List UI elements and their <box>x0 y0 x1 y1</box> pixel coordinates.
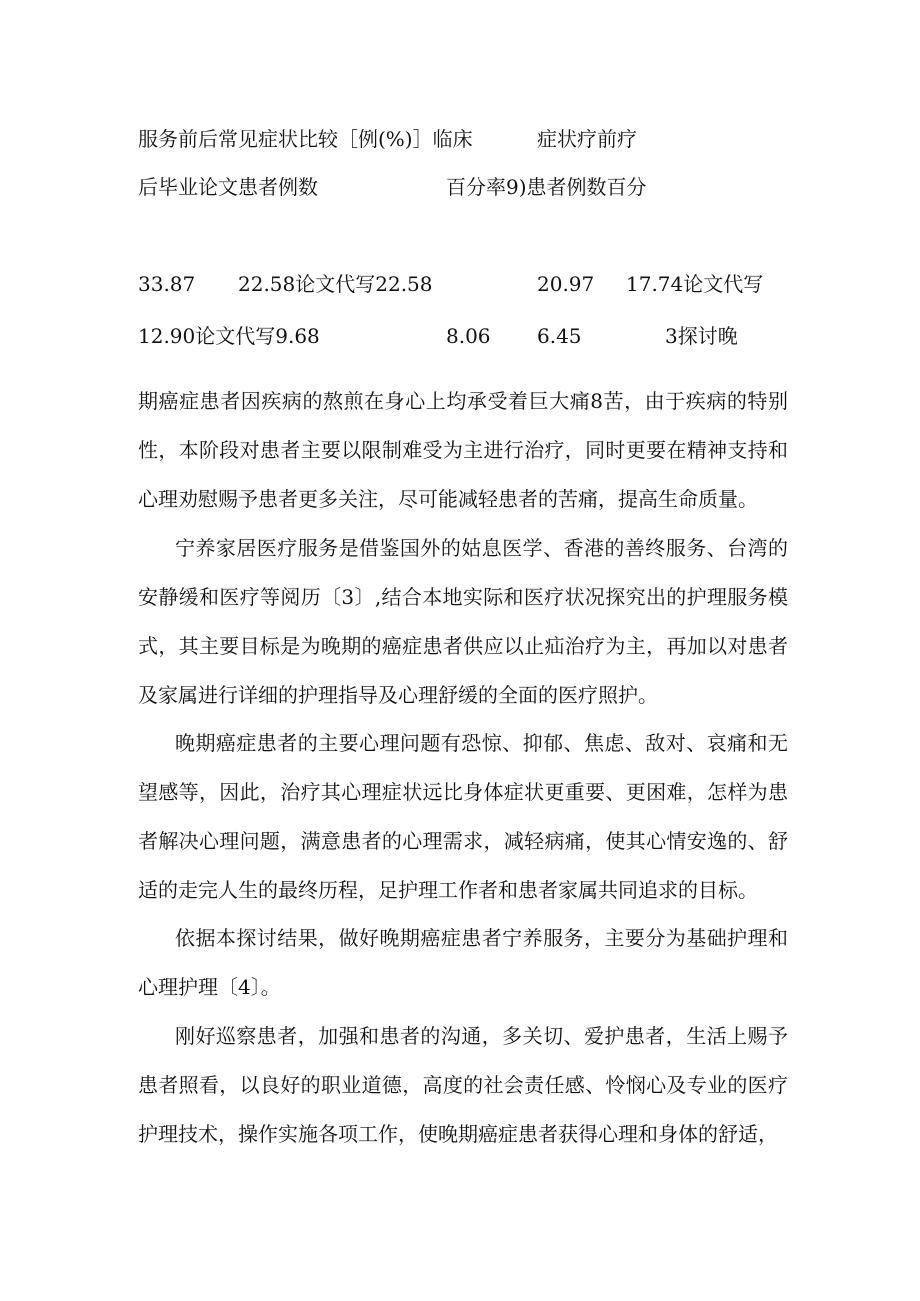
body-paragraph-4: 依据本探讨结果，做好晚期癌症患者宁养服务，主要分为基础护理和心理护理〔4〕。 <box>138 926 788 999</box>
table-cell: 22.58论文代写22.58 <box>238 272 433 296</box>
body-paragraph-3: 晚期癌症患者的主要心理问题有恐惊、抑郁、焦虑、敌对、哀痛和无望感等，因此，治疗其心理症状远比身体症状更重要、更困难，怎样为患者解决心理问题，满意患者的心理需求，减轻病痛，使其心情安逸的、舒适的走完人生的最终历程，足护理工作者和患者家属共同追求的目标。 <box>138 731 788 902</box>
table-header-row2-right: 百分率9)患者例数百分 <box>446 175 647 199</box>
table-cell: 3探讨晚 <box>665 324 738 348</box>
table-cell: 20.97 <box>537 272 595 296</box>
table-cell: 17.74论文代写 <box>626 272 764 296</box>
body-paragraph-1: 期癌症患者因疾病的熬煎在身心上均承受着巨大痛8苦，由于疾病的特别性，本阶段对患者主要以限制难受为主进行治疗，同时更要在精神支持和心理劝慰赐予患者更多关注，尽可能减轻患者的苦痛，提高生命质量。 <box>138 389 788 511</box>
table-cell: 6.45 <box>537 324 582 348</box>
table-header-row2-left: 后毕业论文患者例数 <box>138 175 318 199</box>
table-header-row1-left: 服务前后常见症状比较［例(%)］临床 <box>138 127 473 151</box>
body-paragraph-5: 刚好巡察患者，加强和患者的沟通，多关切、爱护患者，生活上赐予患者照看，以良好的职业道德，高度的社会责任感、怜悯心及专业的医疗护理技术，操作实施各项工作，使晚期癌症患者获得心理和身体的舒适， <box>138 1024 788 1146</box>
table-header-row1-right: 症状疗前疗 <box>537 127 637 151</box>
body-paragraph-2: 宁养家居医疗服务是借鉴国外的姑息医学、香港的善终服务、台湾的安静缓和医疗等阅历〔3〕,结合本地实际和医疗状况探究出的护理服务模式，其主要目标是为晚期的癌症患者供应以止疝治疗为主，再加以对患者及家属进行详细的护理指导及心理舒缓的全面的医疗照护。 <box>138 536 788 707</box>
table-cell: 12.90论文代写9.68 <box>138 324 320 348</box>
table-cell: 33.87 <box>138 272 196 296</box>
table-cell: 8.06 <box>446 324 491 348</box>
